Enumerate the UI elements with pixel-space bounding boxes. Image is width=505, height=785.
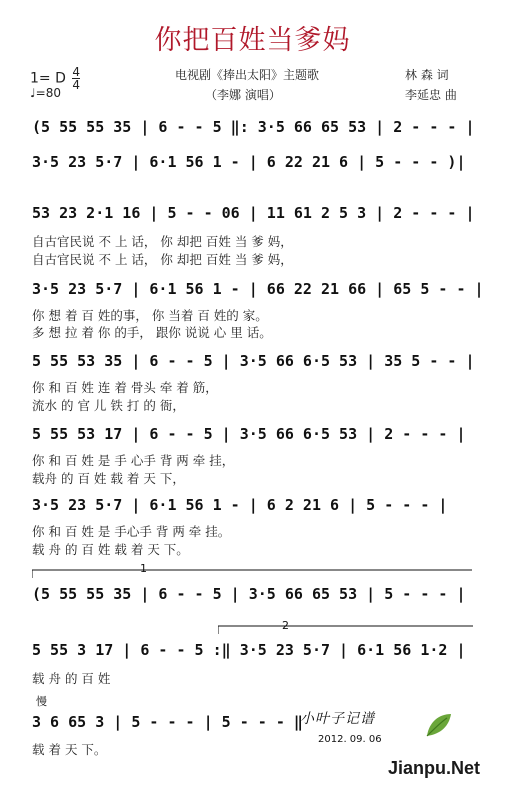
time-top: 4 [72,65,80,79]
score-line-3: 53 23 2·1 16 | 5 - - 06 | 11 61 2 5 3 | 2 - - - | [32,204,475,222]
score-line-5: 5 55 53 35 | 6 - - 5 | 3·5 66 6·5 53 | 35 5 - - | [32,352,475,370]
song-title: 你把百姓当爹妈 [154,25,351,56]
tempo-marking-slow: 慢 [36,695,47,708]
lyrics-line-6b: 载舟 的 百 姓 载 着 天 下， [32,471,185,486]
lyrics-line-5a: 你 和 百 姓 连 着 骨头 牵 着 筋， [32,380,218,395]
tempo [30,86,61,100]
time-bottom: 4 [72,78,80,92]
time-signature [72,66,80,91]
volta-1-bracket [32,566,472,580]
volta-1-number: 1 [140,562,147,575]
lyrics-line-7a: 你 和 百 姓 是 手心手 背 两 牵 挂。 [32,524,231,539]
volta-2-bracket [218,622,473,636]
lyrics-line-10: 载 着 天 下。 [32,742,107,757]
lyrics-line-6a: 你 和 百 姓 是 手 心手 背 两 牵 挂， [32,453,235,468]
lyrics-line-5b: 流水 的 官 儿 铁 打 的 衙， [32,398,185,413]
score-line-4: 3·5 23 5·7 | 6·1 56 1 - | 66 22 21 66 | 65 5 - - | [32,280,484,298]
lyrics-line-4b: 多 想 拉 着 你 的手， 跟你 说说 心 里 话。 [32,325,272,340]
score-line-10: 3 6 65 3 | 5 - - - | 5 - - - ‖ [32,713,303,731]
score-line-8: (5 55 55 35 | 6 - - 5 | 3·5 66 65 53 | 5 - - - | [32,585,466,603]
score-line-9: 5 55 3 17 | 6 - - 5 :‖ 3·5 23 5·7 | 6·1 56 1·2 | [32,641,466,659]
lyrics-line-4a: 你 想 着 百 姓的事， 你 当着 百 姓的 家。 [32,308,268,323]
key-label: 1= D [30,70,66,87]
site-watermark: Jianpu.Net [388,758,481,778]
singer: （李娜 演唱） [205,88,281,102]
record-date: 2012. 09. 06 [318,734,382,745]
lyrics-line-7b: 载 舟 的 百 姓 载 着 天 下。 [32,542,189,557]
leaf-icon [425,712,453,738]
lyricist: 林 森 词 [405,68,449,82]
score-line-1: (5 55 55 35 | 6 - - 5 ‖: 3·5 66 65 53 | 2 - - - | [32,118,475,136]
tempo-value: =80 [35,86,61,100]
lyrics-line-3a: 自古官民说 不 上 话， 你 却把 百姓 当 爹 妈， [32,234,293,249]
score-line-7: 3·5 23 5·7 | 6·1 56 1 - | 6 2 21 6 | 5 - - - | [32,496,448,514]
song-source: 电视剧《捧出太阳》主题歌 [175,68,320,82]
lyrics-line-9: 载 舟 的 百 姓 [32,671,111,686]
lyrics-line-3b: 自古官民说 不 上 话， 你 却把 百姓 当 爹 妈， [32,252,293,267]
volta-2-number: 2 [282,619,289,632]
quarter-note-icon: ♩ [30,86,36,100]
score-line-2: 3·5 23 5·7 | 6·1 56 1 - | 6 22 21 6 | 5 - - - )| [32,153,466,171]
composer: 李延忠 曲 [405,88,457,102]
recorder-credit: 小叶子记谱 [300,711,375,727]
score-line-6: 5 55 53 17 | 6 - - 5 | 3·5 66 6·5 53 | 2 - - - | [32,425,466,443]
